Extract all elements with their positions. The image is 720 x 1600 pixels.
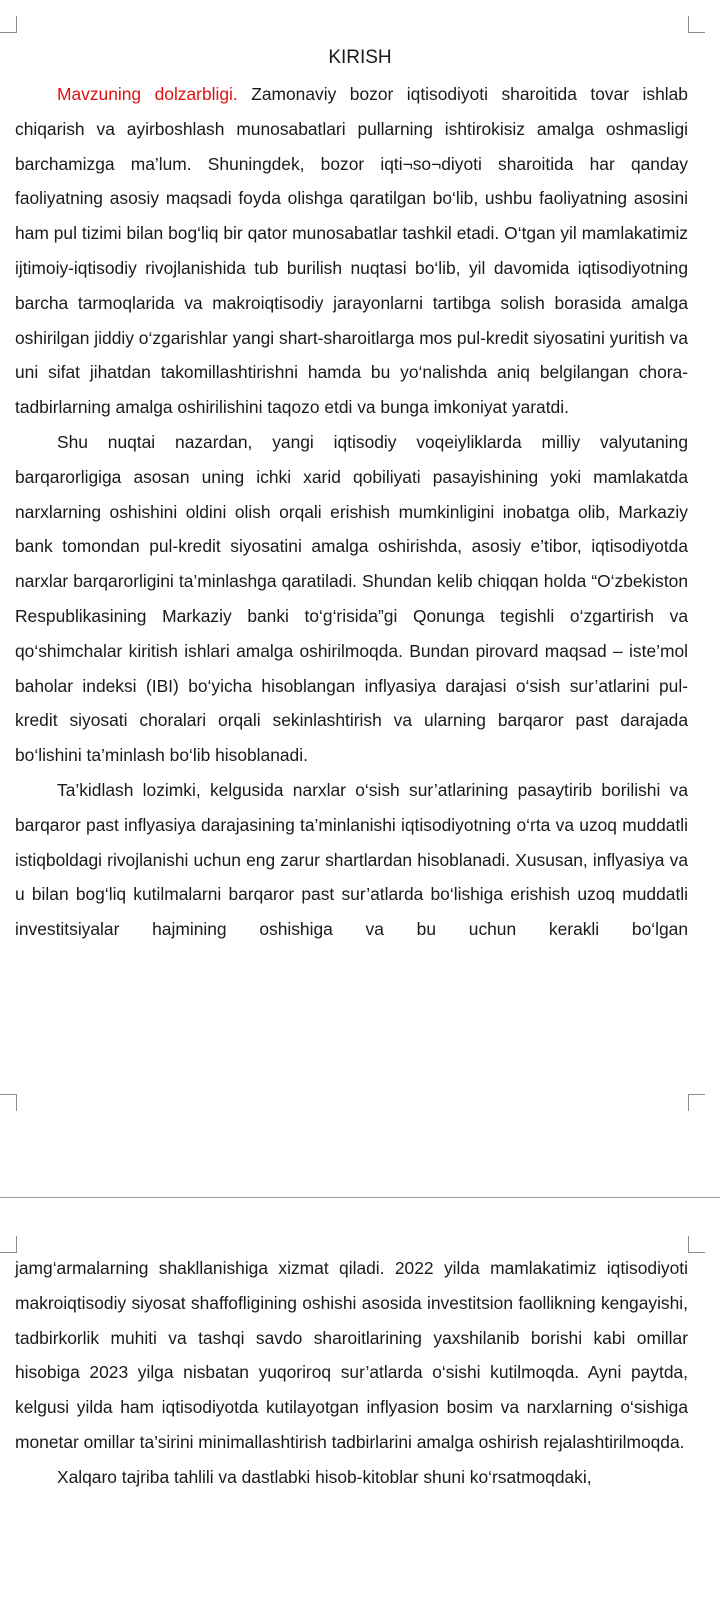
crop-mark-bottom-left <box>0 1094 17 1111</box>
document-page-2 <box>0 1232 720 1600</box>
page-gap <box>0 1118 720 1232</box>
paragraph-1-text: Zamonaviy bozor iqtisodiyoti sharoitida tovar ishlab chiqarish va ayirboshlash munosabatlari pullarning ishtirokisiz amalga oshmasligi barchamizga ma’lum. Shuningdek, bozor iqti¬so¬diyoti sharoitida har qanday faoliyatning asosiy maqsadi foyda olishga qaratilgan bo‘lib, ushbu faoliyatning asosini ham pul tizimi bilan bog‘liq bir qator munosabatlar tashkil etadi. O‘tgan yil mamlakatimiz ijtimoiy-iqtisodiy rivojlanishida tub burilish nuqtasi bo‘lib, yil davomida iqtisodiyotning barcha tarmoqlarida va makroiqtisodiy jarayonlarni tartibga solish borasida amalga oshirilgan jiddiy o‘zgarishlar yangi shart-sharoitlarga mos pul-kredit siyosatini yuritish va uni sifat jihatdan takomillashtirishni hamda bu yo‘nalishda aniq belgilangan chora-tadbirlarning amalga oshirilishini taqozo etdi va bunga imkoniyat yaratdi. <box>15 84 688 418</box>
crop-mark-top-left <box>0 16 17 33</box>
paragraph-continued: jamg‘armalarning shakllanishiga xizmat qiladi. 2022 yilda mamlakatimiz iqtisodiyoti makroiqtisodiy siyosat shaffofligining oshishi asosida investitsion faollikning kengayishi, tadbirkorlik muhiti va tashqi savdo sharoitlarining yaxshilanib borishi kabi omillar hisobiga 2023 yilga nisbatan yuqoriroq sur’atlarda o‘sishi kutilmoqda. Ayni paytda, kelgusi yilda ham iqtisodiyotda kutilayotgan inflyasion bosim va narxlarning o‘sishiga monetar omillar ta’sirini minimallashtirish tadbirlarini amalga oshirish rejalashtirilmoqda. <box>15 1258 688 1452</box>
page1-body <box>15 77 688 947</box>
crop-mark-top-right <box>688 1236 705 1253</box>
paragraph-1 <box>15 77 688 425</box>
page-divider <box>0 1197 720 1198</box>
crop-mark-bottom-right <box>688 1094 705 1111</box>
page-heading: KIRISH <box>328 47 392 68</box>
paragraph-4: Xalqaro tajriba tahlili va dastlabki hisob-kitoblar shuni ko‘rsatmoqdaki, <box>57 1466 592 1487</box>
paragraph-2: Shu nuqtai nazardan, yangi iqtisodiy voqeiyliklarda milliy valyutaning barqarorligiga asosan uning ichki xarid qobiliyati pasayishining yoki mamlakatda narxlarning oshishini oldini olish orqali erishish mumkinligini inobatga olib, Markaziy bank tomondan pul-kredit siyosatini amalga oshirishda, asosiy e’tibor, iqtisodiyotda narxlar barqarorligini ta’minlashga qaratiladi. Shundan kelib chiqqan holda “O‘zbekiston Respublikasining Markaziy banki to‘g‘risida”gi Qonunga tegishli o‘zgartirish va qo‘shimchalar kiritish ishlari amalga oshirilmoqda. Bundan pirovard maqsad – iste’mol baholar indeksi (IBI) bo‘yicha hisoblangan inflyasiya darajasi o‘sish sur’atlarini pul-kredit siyosati choralari orqali sekinlashtirish va ularning barqaror past darajada bo‘lishini ta’minlash bo‘lib hisoblanadi. <box>15 431 688 766</box>
paragraph-3: Ta’kidlash lozimki, kelgusida narxlar o‘sish sur’atlarining pasaytirib borilishi va barqaror past inflyasiya darajasining ta’minlanishi iqtisodiyotning o‘rta va uzoq muddatli istiqboldagi rivojlanishi uchun eng zarur shartlardan hisoblanadi. Xususan, inflyasiya va u bilan bog‘liq kutilmalarni barqaror past sur’atlarda bo‘lishiga erishish uzoq muddatli investitsiyalar hajmining oshishiga va bu uchun kerakli bo‘lgan <box>15 779 688 940</box>
paragraph-1-highlight: Mavzuning dolzarbligi. <box>57 84 238 104</box>
crop-mark-top-right <box>688 16 705 33</box>
page2-body <box>15 1251 688 1495</box>
